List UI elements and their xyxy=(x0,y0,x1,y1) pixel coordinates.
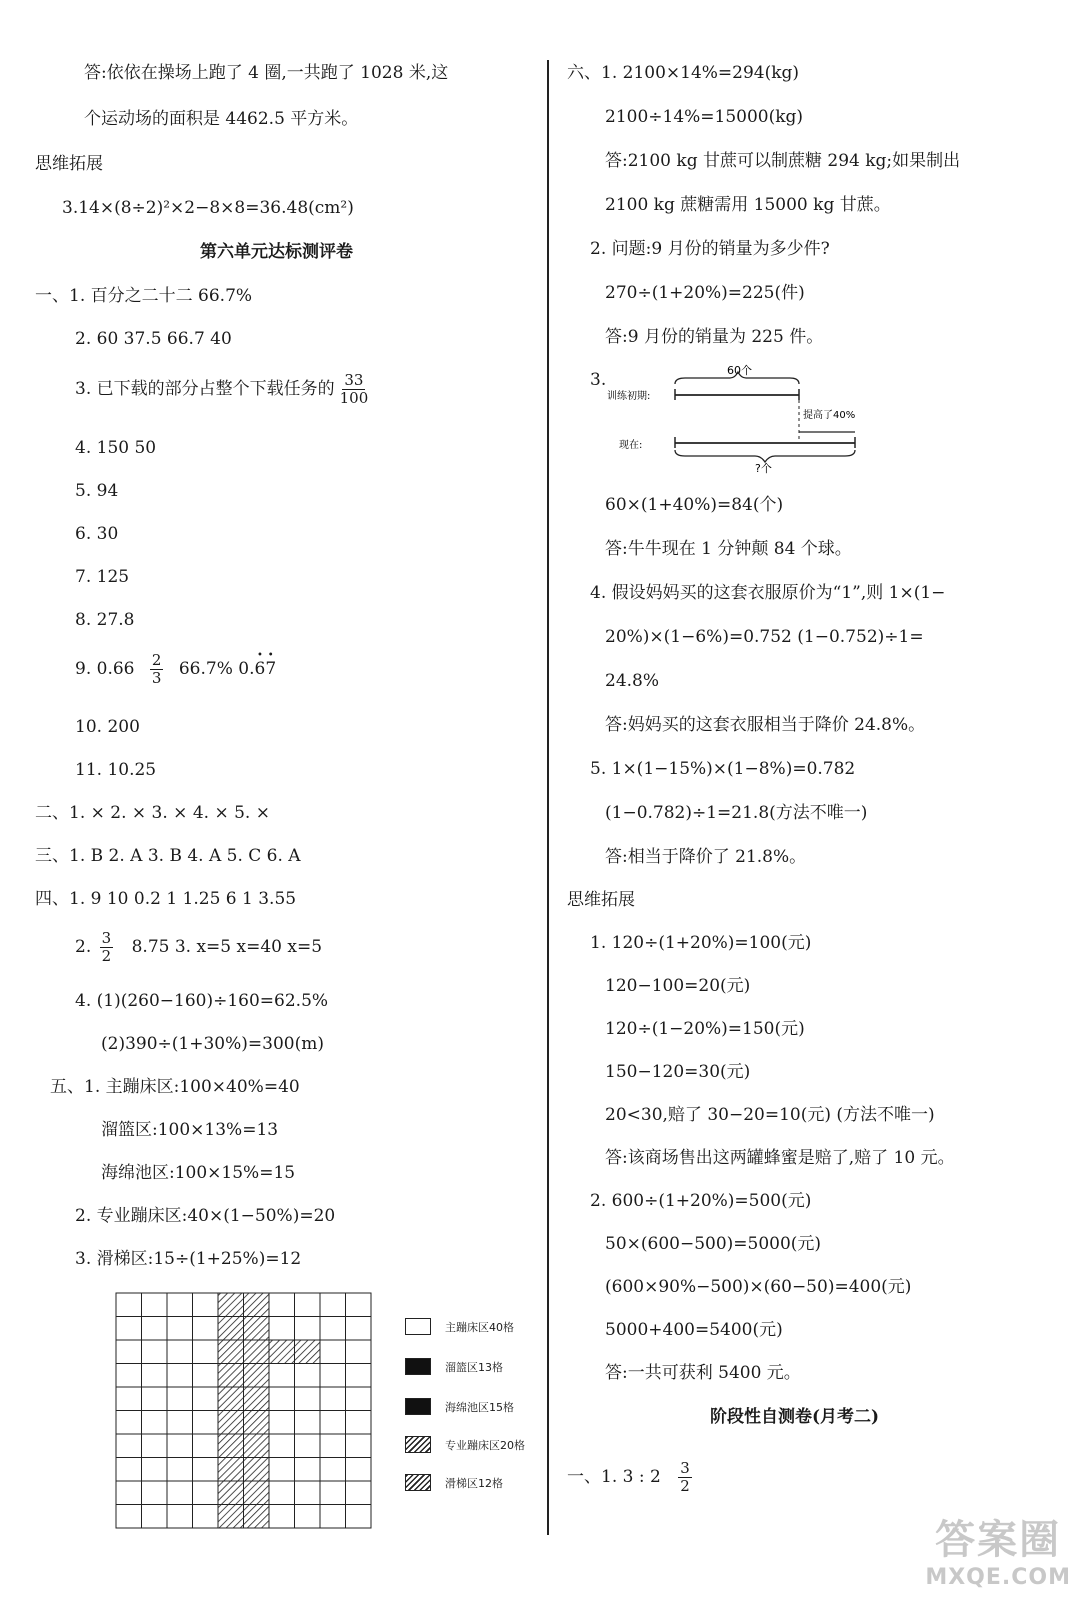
grid-cell xyxy=(346,1481,372,1505)
answer-line xyxy=(75,372,373,407)
legend-swatch xyxy=(405,1474,431,1491)
answer-line: 1. 120÷(1+20%)=100(元) xyxy=(590,933,812,953)
bottom-brace xyxy=(675,450,855,462)
grid-cell xyxy=(295,1340,321,1364)
answer-line: 4. 假设妈妈买的这套衣服原价为“1”,则 1×(1− xyxy=(590,583,946,603)
section-heading: 思维拓展 xyxy=(567,890,635,910)
grid-cell xyxy=(193,1293,219,1317)
repeating-digit: • 6 xyxy=(254,658,265,680)
answer-line: 三、1. B 2. A 3. B 4. A 5. C 6. A xyxy=(35,846,301,866)
answer-line: 5. 1×(1−15%)×(1−8%)=0.782 xyxy=(590,759,856,779)
grid-cell xyxy=(167,1364,193,1388)
grid-cell xyxy=(142,1364,168,1388)
grid-cell xyxy=(218,1387,244,1411)
grid-cell xyxy=(142,1387,168,1411)
grid-legend xyxy=(405,1318,545,1518)
answer-line: (2)390÷(1+30%)=300(m) xyxy=(101,1034,324,1054)
section-title: 第六单元达标测评卷 xyxy=(200,242,353,262)
grid-cell xyxy=(244,1434,270,1458)
grid-cell xyxy=(218,1293,244,1317)
diagram-label-initial: 训练初期: xyxy=(607,391,651,402)
grid-cell xyxy=(193,1505,219,1529)
fraction-denominator: 2 xyxy=(680,1477,690,1495)
column-divider xyxy=(547,60,549,1535)
answer-line: 答:牛牛现在 1 分钟颠 84 个球。 xyxy=(605,539,852,559)
grid-cell xyxy=(142,1317,168,1341)
legend-swatch xyxy=(405,1318,431,1335)
fraction-numerator: 2 xyxy=(151,651,162,669)
answer-line: 2. 问题:9 月份的销量为多少件? xyxy=(590,239,830,259)
answer-line xyxy=(75,652,276,687)
grid-cell xyxy=(346,1293,372,1317)
grid-cell xyxy=(244,1481,270,1505)
answer-line: 5000+400=5400(元) xyxy=(605,1320,783,1340)
grid-cell xyxy=(320,1364,346,1388)
section-title: 阶段性自测卷(月考二) xyxy=(710,1407,880,1427)
grid-cell xyxy=(116,1317,142,1341)
answer-line: 20<30,赔了 30−20=10(元) (方法不唯一) xyxy=(605,1105,935,1125)
grid-cell xyxy=(142,1505,168,1529)
answer-line: 270÷(1+20%)=225(件) xyxy=(605,283,805,303)
answer-line xyxy=(75,930,322,965)
grid-cell xyxy=(116,1434,142,1458)
answer-line xyxy=(567,1460,695,1495)
repeating-digit: • 7 xyxy=(265,658,276,680)
grid-cell xyxy=(346,1387,372,1411)
watermark-line: 答案圈 xyxy=(935,1517,1062,1563)
grid-cell xyxy=(244,1411,270,1435)
grid-cell xyxy=(269,1293,295,1317)
answer-line: 60×(1+40%)=84(个) xyxy=(605,495,784,515)
grid-cell xyxy=(269,1458,295,1482)
grid-cell xyxy=(167,1387,193,1411)
diagram-top-label: 60个 xyxy=(727,364,752,377)
grid-cell xyxy=(244,1340,270,1364)
grid-cell xyxy=(244,1458,270,1482)
answer-line: 二、1. × 2. × 3. × 4. × 5. × xyxy=(35,803,270,823)
grid-cell xyxy=(295,1434,321,1458)
grid-cell xyxy=(116,1387,142,1411)
legend-label: 溜篮区13格 xyxy=(445,1361,503,1374)
legend-label: 主蹦床区40格 xyxy=(445,1321,514,1334)
grid-cell xyxy=(116,1481,142,1505)
grid-cell xyxy=(193,1434,219,1458)
answer-line: 2. 60 37.5 66.7 40 xyxy=(75,329,232,349)
answer-line: 10. 200 xyxy=(75,717,140,737)
grid-cell xyxy=(193,1387,219,1411)
grid-cell xyxy=(269,1481,295,1505)
grid-cell xyxy=(269,1340,295,1364)
answer-line: 4. 150 50 xyxy=(75,438,157,458)
top-brace xyxy=(675,372,799,384)
grid-cell xyxy=(346,1434,372,1458)
grid-cell xyxy=(244,1317,270,1341)
grid-cell xyxy=(320,1505,346,1529)
answer-line: 6. 30 xyxy=(75,524,119,544)
fraction-denominator: 3 xyxy=(151,669,162,687)
answer-line: 2. 专业蹦床区:40×(1−50%)=20 xyxy=(75,1206,336,1226)
grid-cell xyxy=(167,1317,193,1341)
answer-line: 50×(600−500)=5000(元) xyxy=(605,1234,822,1254)
grid-cell xyxy=(218,1340,244,1364)
answer-line: 2. 600÷(1+20%)=500(元) xyxy=(590,1191,812,1211)
answer-line: 海绵池区:100×15%=15 xyxy=(101,1163,296,1183)
grid-cell xyxy=(142,1458,168,1482)
answer-line: 答:2100 kg 甘蔗可以制蔗糖 294 kg;如果制出 xyxy=(605,151,961,171)
grid-cell xyxy=(269,1434,295,1458)
answer-line: (600×90%−500)×(60−50)=400(元) xyxy=(605,1277,912,1297)
answer-line: 3. xyxy=(590,370,607,390)
grid-cell xyxy=(193,1458,219,1482)
answer-line: 一、1. 百分之二十二 66.7% xyxy=(35,286,253,306)
grid-cell xyxy=(346,1458,372,1482)
grid-cell xyxy=(320,1387,346,1411)
grid-cell xyxy=(295,1505,321,1529)
grid-cell xyxy=(346,1317,372,1341)
answer-line: 4. (1)(260−160)÷160=62.5% xyxy=(75,991,329,1011)
grid-cell xyxy=(167,1293,193,1317)
grid-cell xyxy=(295,1364,321,1388)
segment-diagram xyxy=(605,362,875,477)
answer-line: 溜篮区:100×13%=13 xyxy=(101,1120,279,1140)
grid-cell xyxy=(244,1387,270,1411)
grid-cell xyxy=(244,1505,270,1529)
answer-text: 8.75 3. x=5 x=40 x=5 xyxy=(131,937,323,957)
grid-cell xyxy=(142,1411,168,1435)
grid-cell xyxy=(218,1505,244,1529)
grid-cell xyxy=(218,1458,244,1482)
legend-swatch xyxy=(405,1398,431,1415)
grid-cell xyxy=(244,1293,270,1317)
answer-line: 答:一共可获利 5400 元。 xyxy=(605,1363,801,1383)
grid-cell xyxy=(193,1481,219,1505)
answer-line: 120−100=20(元) xyxy=(605,976,751,996)
legend-swatch xyxy=(405,1436,431,1453)
answer-line: 150−120=30(元) xyxy=(605,1062,751,1082)
legend-swatch xyxy=(405,1358,431,1375)
grid-cell xyxy=(167,1505,193,1529)
fraction-numerator: 33 xyxy=(344,371,364,389)
grid-cell xyxy=(269,1505,295,1529)
answer-line: 答:9 月份的销量为 225 件。 xyxy=(605,327,824,347)
grid-cell xyxy=(142,1293,168,1317)
answer-line: 20%)×(1−6%)=0.752 (1−0.752)÷1= xyxy=(605,627,924,647)
answer-line: 答:相当于降价了 21.8%。 xyxy=(605,847,807,867)
grid-cell xyxy=(116,1411,142,1435)
grid-cell xyxy=(167,1458,193,1482)
fraction-numerator: 3 xyxy=(680,1459,690,1477)
grid-cell xyxy=(116,1293,142,1317)
answer-line: 8. 27.8 xyxy=(75,610,135,630)
grid-cell xyxy=(320,1317,346,1341)
answer-line: 五、1. 主蹦床区:100×40%=40 xyxy=(50,1077,300,1097)
grid-cell xyxy=(346,1364,372,1388)
grid-cell xyxy=(295,1481,321,1505)
fraction xyxy=(678,1460,692,1495)
watermark-logo xyxy=(925,1508,1071,1590)
legend-label: 滑梯区12格 xyxy=(445,1477,503,1490)
grid-cell xyxy=(193,1340,219,1364)
answer-line: 2100 kg 蔗糖需用 15000 kg 甘蔗。 xyxy=(605,195,891,215)
fraction-denominator: 100 xyxy=(339,389,369,407)
increase-label: 提高了40% xyxy=(803,410,856,421)
fraction xyxy=(338,372,371,407)
grid-cell xyxy=(346,1411,372,1435)
grid-cell xyxy=(167,1434,193,1458)
fraction xyxy=(150,652,164,687)
grid-cell xyxy=(142,1434,168,1458)
grid-cell xyxy=(142,1481,168,1505)
grid-cell xyxy=(295,1458,321,1482)
grid-cell xyxy=(269,1364,295,1388)
grid-cell xyxy=(269,1317,295,1341)
diagram-bottom-label: ?个 xyxy=(755,462,772,475)
legend-label: 专业蹦床区20格 xyxy=(445,1439,525,1452)
grid-cell xyxy=(320,1293,346,1317)
grid-cell xyxy=(320,1411,346,1435)
grid-cell xyxy=(218,1481,244,1505)
grid-cell xyxy=(193,1411,219,1435)
grid-cell xyxy=(320,1458,346,1482)
answer-text: 9. 0.66 xyxy=(75,659,135,679)
grid-cell xyxy=(218,1317,244,1341)
grid-cell xyxy=(116,1505,142,1529)
equation-line: 3.14×(8÷2)²×2−8×8=36.48(cm²) xyxy=(62,198,354,218)
grid-cell xyxy=(193,1364,219,1388)
grid-cell xyxy=(244,1364,270,1388)
grid-cell xyxy=(320,1481,346,1505)
grid-cell xyxy=(295,1293,321,1317)
grid-cell xyxy=(346,1340,372,1364)
grid-cell xyxy=(269,1411,295,1435)
grid-cell xyxy=(218,1364,244,1388)
answer-text: 一、1. 3 : 2 xyxy=(567,1467,661,1487)
grid-cell xyxy=(116,1340,142,1364)
grid-cell xyxy=(346,1505,372,1529)
answer-line: 答:依依在操场上跑了 4 圈,一共跑了 1028 米,这 xyxy=(84,63,449,83)
grid-cell xyxy=(193,1317,219,1341)
fraction-numerator: 3 xyxy=(101,929,112,947)
answer-line: 个运动场的面积是 4462.5 平方米。 xyxy=(84,109,359,129)
grid-cell xyxy=(295,1387,321,1411)
grid-cell xyxy=(142,1340,168,1364)
grid-cell xyxy=(167,1481,193,1505)
answer-line: 四、1. 9 10 0.2 1 1.25 6 1 3.55 xyxy=(35,889,297,909)
answer-line: (1−0.782)÷1=21.8(方法不唯一) xyxy=(605,803,868,823)
fraction-denominator: 2 xyxy=(101,947,112,965)
grid-cell xyxy=(320,1340,346,1364)
grid-cell xyxy=(269,1387,295,1411)
diagram-label-now: 现在: xyxy=(619,440,643,451)
legend-label: 海绵池区15格 xyxy=(445,1401,514,1414)
answer-line: 2100÷14%=15000(kg) xyxy=(605,107,804,127)
answer-text: 3. 已下载的部分占整个下载任务的 xyxy=(75,379,335,399)
answer-line: 六、1. 2100×14%=294(kg) xyxy=(567,63,800,83)
grid-cell xyxy=(167,1340,193,1364)
grid-cell xyxy=(295,1317,321,1341)
answer-line: 7. 125 xyxy=(75,567,130,587)
answer-line: 11. 10.25 xyxy=(75,760,157,780)
answer-text: 2. xyxy=(75,937,92,957)
section-heading: 思维拓展 xyxy=(35,154,103,174)
watermark-line: MXQE.COM xyxy=(925,1565,1071,1590)
answer-line: 3. 滑梯区:15÷(1+25%)=12 xyxy=(75,1249,302,1269)
grid-cell xyxy=(167,1411,193,1435)
fraction xyxy=(100,930,114,965)
answer-line: 答:妈妈买的这套衣服相当于降价 24.8%。 xyxy=(605,715,926,735)
answer-line: 120÷(1−20%)=150(元) xyxy=(605,1019,805,1039)
answer-line: 24.8% xyxy=(605,671,660,691)
grid-cell xyxy=(218,1411,244,1435)
answer-line: 答:该商场售出这两罐蜂蜜是赔了,赔了 10 元。 xyxy=(605,1148,955,1168)
area-grid xyxy=(115,1292,385,1533)
grid-cell xyxy=(116,1364,142,1388)
grid-cell xyxy=(295,1411,321,1435)
answer-text: 66.7% 0. xyxy=(178,659,255,679)
answer-line: 5. 94 xyxy=(75,481,119,501)
grid-cell xyxy=(218,1434,244,1458)
grid-cell xyxy=(320,1434,346,1458)
grid-cell xyxy=(116,1458,142,1482)
